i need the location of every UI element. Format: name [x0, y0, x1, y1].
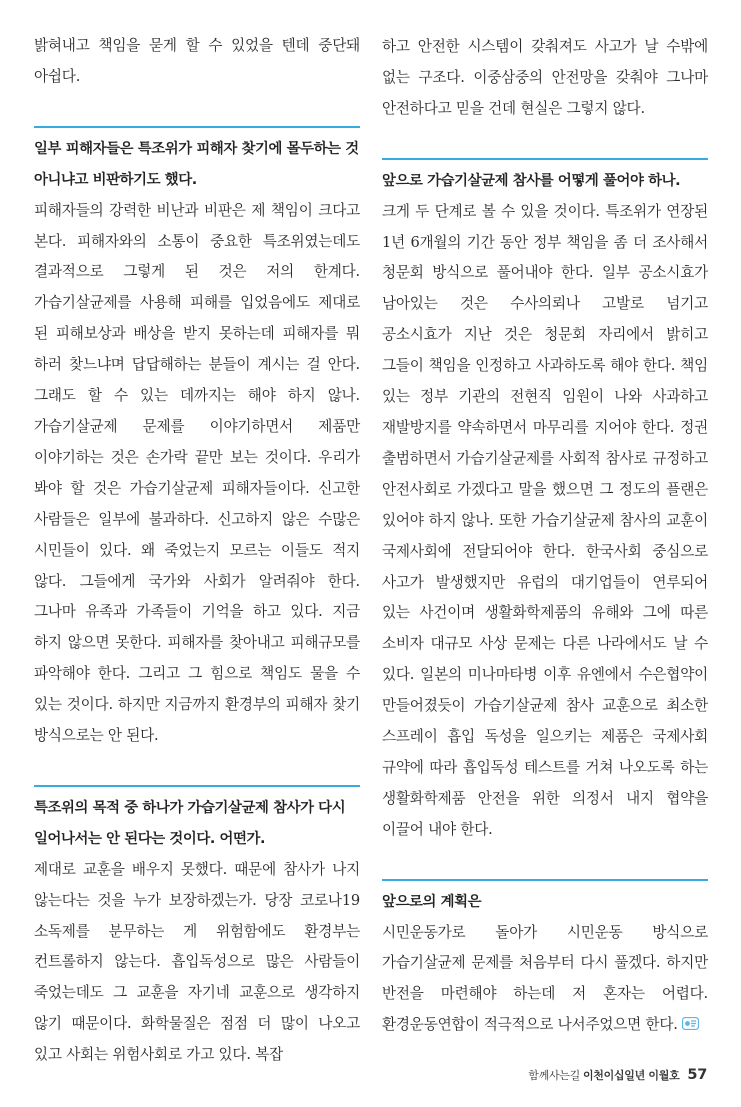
question-block-2 — [34, 785, 360, 1071]
interview-answer: 제대로 교훈을 배우지 못했다. 때문에 참사가 나지 않는다는 것을 누가 보장하겠는가. 당장 코로나19 소독제를 분무하는 게 위험함에도 환경부는 컨트롤하지 않는다. 흡입독성으로 많은 사람들이 죽었는데도 그 교훈을 자기네 교훈으로 생각하지 않기 때문이다. 화학물질은 점점 더 많이 나오고 있고 사회는 위험사회로 가고 있다. 복잡 — [34, 860, 360, 1064]
left-column — [34, 0, 360, 1071]
interview-question: 일부 피해자들은 특조위가 피해자 찾기에 몰두하는 것 아니냐고 비판하기도 했다. — [34, 140, 359, 188]
interview-answer-text: 시민운동가로 돌아가 시민운동 방식으로 가습기살균제 문제를 처음부터 다시 풀겠다. 하지만 반전을 마련해야 하는데 저 혼자는 어렵다. 환경운동연합이 적극적으로 나서주었으면 한다. — [382, 923, 708, 1034]
magazine-name: 함께사는길 — [528, 1069, 580, 1082]
page-number: 57 — [687, 1067, 707, 1083]
interview-answer: 피해자들의 강력한 비난과 비판은 제 책임이 크다고 본다. 피해자와의 소통이 중요한 특조위였는데도 결과적으로 그렇게 된 것은 저의 한계다. 가습기살균제를 사용해 피해를 입었음에도 제대로 된 피해보상과 배상을 받지 못하는데 피해자를 뭐 하러 찾느냐며 답답해하는 분들이 계시는 걸 안다. 그래도 할 수 있는 데까지는 해야 하지 않나. 가습기살균제 문제를 이야기하면서 제품만 이야기하는 것은 손가락 끝만 보는 것이다. 우리가 봐야 할 것은 가습기살균제 피해자들이다. 신고한 사람들은 일부에 불과하다. 신고하지 않은 수많은 시민들이 있다. 왜 죽었는지 모르는 이들도 적지 않다. 그들에게 국가와 사회가 알려줘야 한다. 그나마 유족과 가족들이 기억을 하고 있다. 지금 하지 않으면 못한다. 피해자를 찾아내고 피해규모를 파악해야 한다. 그리고 그 힘으로 책임도 물을 수 있는 것이다. 하지만 지금까지 환경부의 피해자 찾기 방식으로는 안 된다. — [34, 201, 360, 745]
right-intro-paragraph: 하고 안전한 시스템이 갖춰져도 사고가 날 수밖에 없는 구조다. 이중삼중의 안전망을 갖춰야 그나마 안전하다고 믿을 건데 현실은 그렇지 않다. — [382, 38, 708, 117]
interview-answer: 크게 두 단계로 볼 수 있을 것이다. 특조위가 연장된 1년 6개월의 기간 동안 정부 책임을 좀 더 조사해서 청문회 방식으로 풀어내야 한다. 일부 공소시효가 남아있는 것은 수사의뢰나 고발로 넘기고 공소시효가 지난 것은 청문회 자리에서 밝히고 그들이 책임을 인정하고 사과하도록 해야 한다. 책임 있는 정부 기관의 전현직 임원이 나와 사과하고 재발방지를 약속하면서 마무리를 지어야 한다. 정권 출범하면서 가습기살균제를 사회적 참사로 규정하고 안전사회로 가겠다고 말을 했으면 그 정도의 플랜은 있어야 하지 않나. 또한 가습기살균제 참사의 교훈이 국제사회에 전달되어야 한다. 한국사회 중심으로 사고가 발생했지만 유럽의 대기업들이 연루되어 있는 사건이며 생활화학제품의 유해와 그에 따른 소비자 대규모 사상 문제는 다른 나라에서도 날 수 있다. 일본의 미나마타병 이후 유엔에서 수은협약이 만들어졌듯이 가습기살균제 참사 교훈으로 최소한 스프레이 흡입 독성을 일으키는 제품은 국제사회 규약에 따라 흡입독성 테스트를 거쳐 나오도록 하는 생활화학제품 안전을 위한 의정서 내지 협약을 이끌어 내야 한다. — [382, 202, 708, 838]
question-block-1 — [34, 126, 360, 752]
interview-question: 앞으로의 계획은 — [382, 893, 482, 910]
end-mark-icon — [682, 1017, 699, 1030]
interview-answer-last — [382, 918, 708, 1042]
question-block-3 — [382, 158, 708, 846]
interview-question: 앞으로 가습기살균제 참사를 어떻게 풀어야 하나. — [382, 172, 681, 189]
interview-question: 특조위의 목적 중 하나가 가습기살균제 참사가 다시 일어나서는 안 된다는 것이다. 어떤가. — [34, 799, 346, 847]
right-column — [382, 0, 708, 1041]
page-footer — [528, 1067, 707, 1083]
question-block-4 — [382, 879, 708, 1042]
left-intro-paragraph: 밝혀내고 책임을 묻게 할 수 있었을 텐데 중단돼 아쉽다. — [34, 37, 360, 85]
issue-label: 이천이십일년 이월호 — [582, 1069, 680, 1082]
